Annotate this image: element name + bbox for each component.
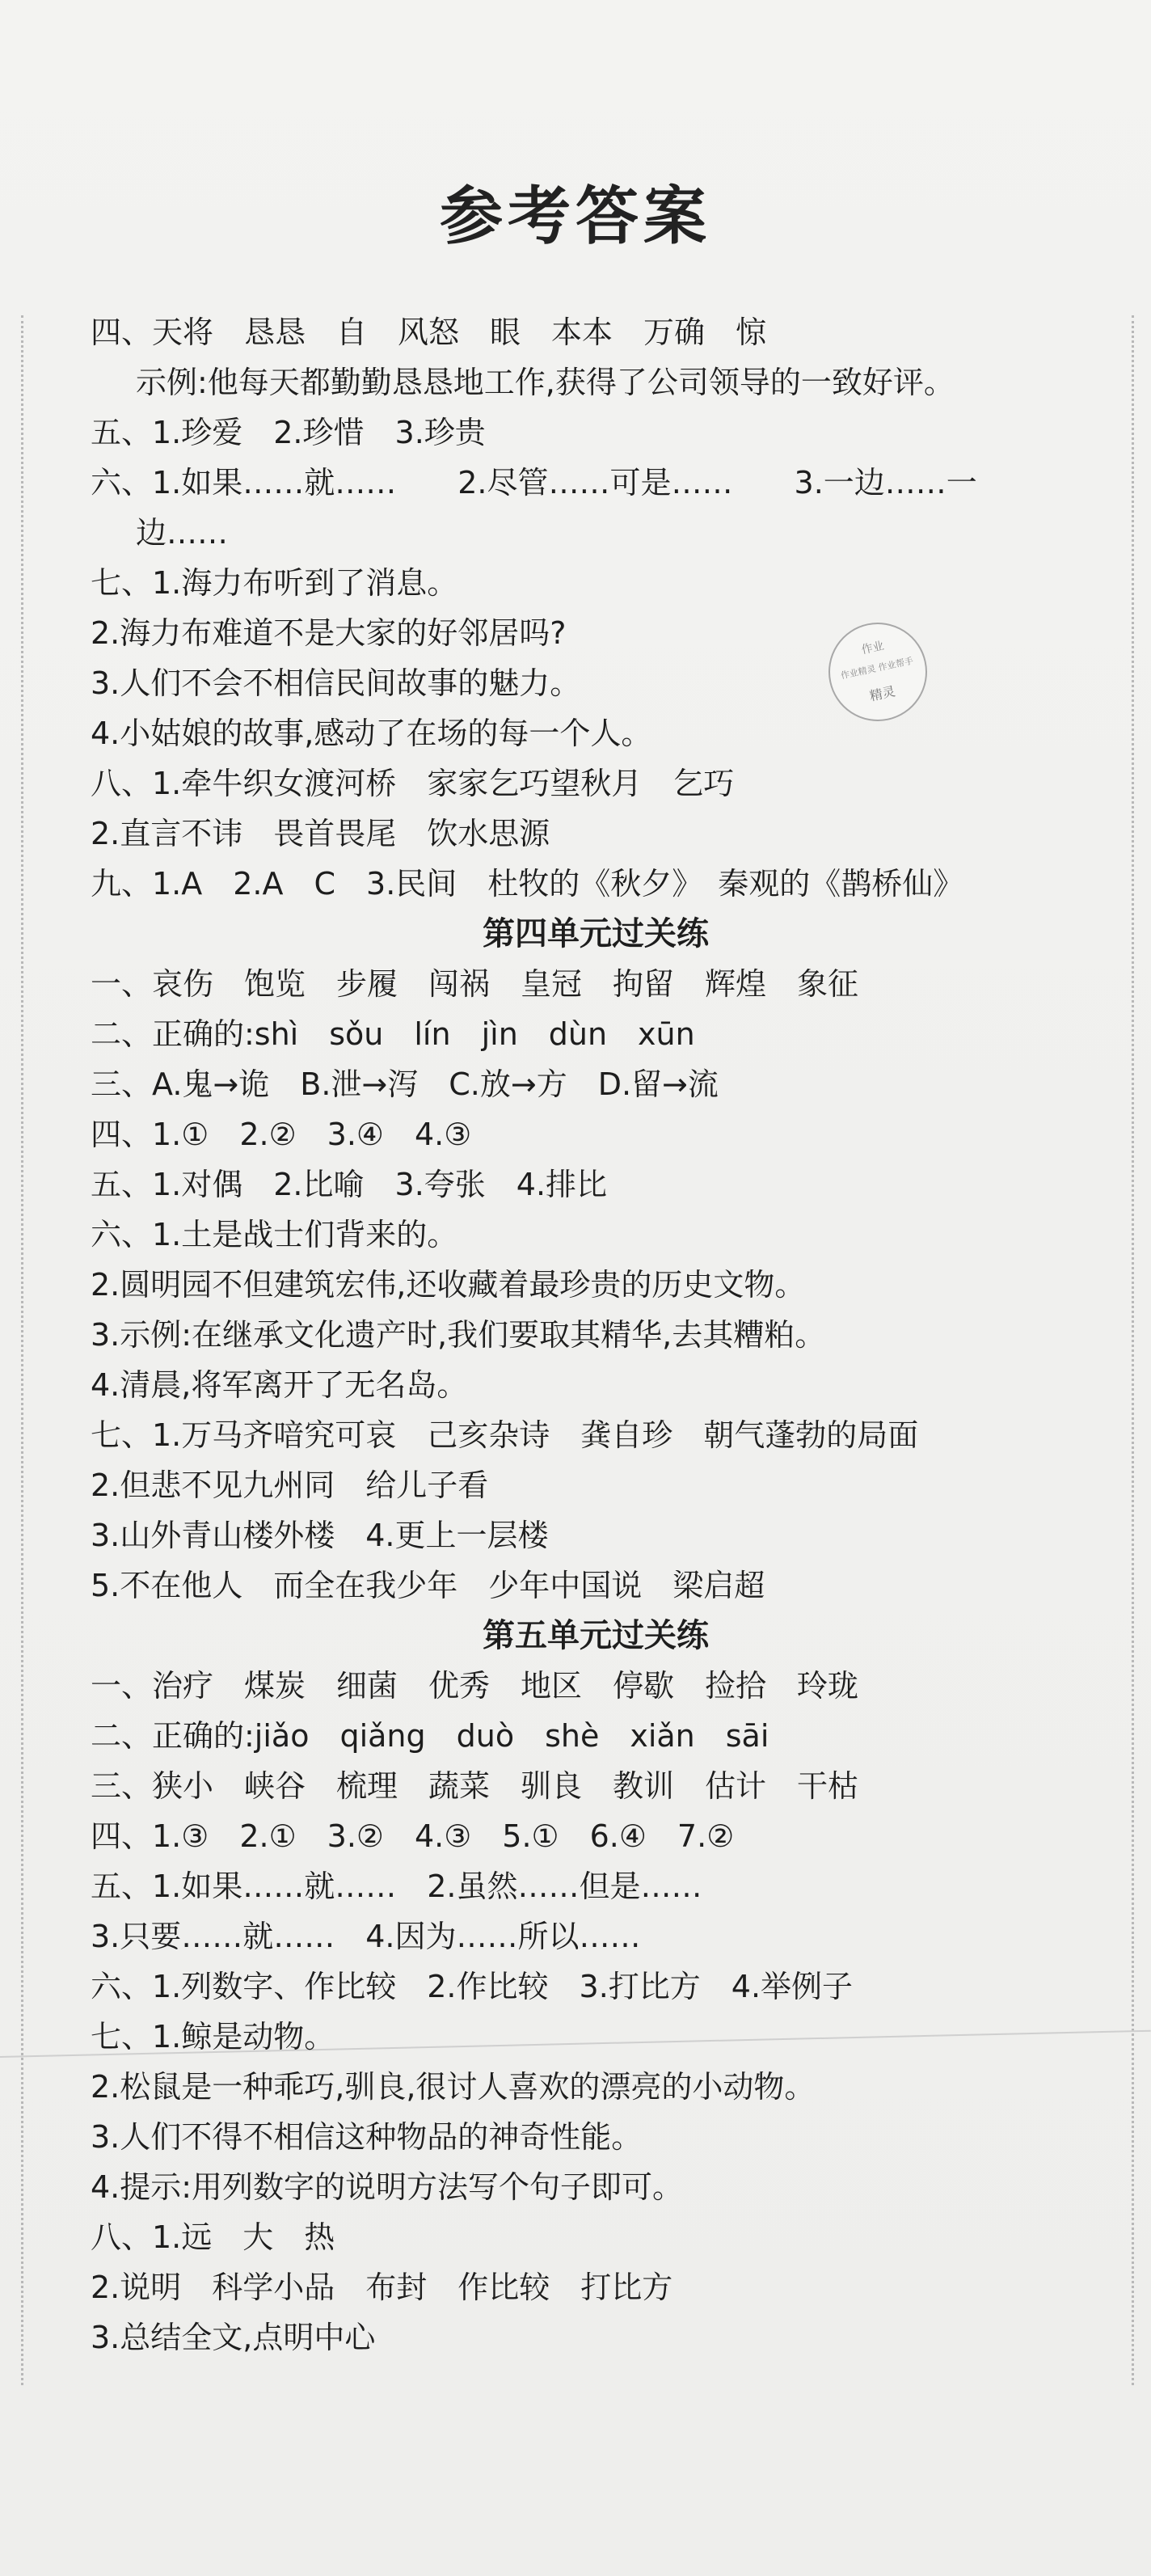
answer-line: 七、1.鲸是动物。 bbox=[91, 2019, 335, 2054]
answer-line: 4.清晨,将军离开了无名岛。 bbox=[91, 1367, 468, 1403]
answer-line: 四、1.③ 2.① 3.② 4.③ 5.① 6.④ 7.② bbox=[91, 1818, 735, 1854]
answer-line: 3.人们不得不相信这种物品的神奇性能。 bbox=[91, 2119, 643, 2155]
answer-list bbox=[91, 307, 1101, 2363]
answer-line: 3.总结全文,点明中心 bbox=[91, 2320, 376, 2355]
answer-line: 2.海力布难道不是大家的好邻居吗? bbox=[91, 615, 567, 651]
answer-line: 七、1.海力布听到了消息。 bbox=[91, 565, 458, 601]
answer-line: 2.但悲不见九州同 给儿子看 bbox=[91, 1467, 489, 1503]
answer-line: 四、天将 恳恳 自 风怒 眼 本本 万确 惊 bbox=[91, 315, 767, 350]
page-title: 参考答案 bbox=[439, 179, 711, 253]
stamp-text-bottom: 精灵 bbox=[868, 683, 897, 704]
answer-line: 2.说明 科学小品 布封 作比较 打比方 bbox=[91, 2270, 673, 2305]
answer-line: 五、1.珍爱 2.珍惜 3.珍贵 bbox=[91, 415, 486, 450]
answer-line: 4.提示:用列数字的说明方法写个句子即可。 bbox=[91, 2169, 684, 2205]
answer-line: 七、1.万马齐喑究可哀 己亥杂诗 龚自珍 朝气蓬勃的局面 bbox=[91, 1417, 919, 1453]
answer-line: 2.松鼠是一种乖巧,驯良,很讨人喜欢的漂亮的小动物。 bbox=[91, 2069, 816, 2105]
right-dotted-border bbox=[1132, 315, 1134, 2385]
answer-line: 3.只要……就…… 4.因为……所以…… bbox=[91, 1919, 641, 1954]
answer-line: 3.示例:在继承文化遗产时,我们要取其精华,去其糟粕。 bbox=[91, 1317, 826, 1353]
answer-line: 二、正确的:shì sǒu lín jìn dùn xūn bbox=[91, 1016, 695, 1052]
answer-line: 5.不在他人 而全在我少年 少年中国说 梁启超 bbox=[91, 1568, 765, 1603]
answer-line: 示例:他每天都勤勤恳恳地工作,获得了公司领导的一致好评。 bbox=[136, 365, 955, 400]
answer-line: 六、1.如果……就…… 2.尽管……可是…… 3.一边……一 bbox=[91, 465, 977, 500]
answer-line: 一、治疗 煤炭 细菌 优秀 地区 停歇 捡拾 玲珑 bbox=[91, 1668, 859, 1704]
answer-line: 三、狭小 峡谷 梳理 蔬菜 驯良 教训 估计 干枯 bbox=[91, 1768, 859, 1804]
answer-line: 一、哀伤 饱览 步履 闯祸 皇冠 拘留 辉煌 象征 bbox=[91, 966, 859, 1002]
answer-line: 2.直言不讳 畏首畏尾 饮水思源 bbox=[91, 816, 550, 851]
section-heading: 第四单元过关练 bbox=[483, 915, 709, 952]
answer-line: 九、1.A 2.A C 3.民间 杜牧的《秋夕》 秦观的《鹊桥仙》 bbox=[91, 866, 964, 902]
section-heading: 第五单元过关练 bbox=[483, 1617, 709, 1654]
answer-line: 八、1.牵牛织女渡河桥 家家乞巧望秋月 乞巧 bbox=[91, 766, 735, 801]
answer-line: 2.圆明园不但建筑宏伟,还收藏着最珍贵的历史文物。 bbox=[91, 1267, 806, 1303]
stamp-text-middle: 作业精灵 作业帮手 bbox=[839, 655, 915, 682]
left-dotted-border bbox=[21, 315, 23, 2385]
answer-line: 二、正确的:jiǎo qiǎng duò shè xiǎn sāi bbox=[91, 1718, 769, 1754]
answer-line: 六、1.列数字、作比较 2.作比较 3.打比方 4.举例子 bbox=[91, 1969, 854, 2004]
answer-line: 3.人们不会不相信民间故事的魅力。 bbox=[91, 665, 581, 701]
answer-line: 边…… bbox=[136, 515, 229, 551]
answer-line: 五、1.对偶 2.比喻 3.夸张 4.排比 bbox=[91, 1167, 608, 1202]
answer-line: 3.山外青山楼外楼 4.更上一层楼 bbox=[91, 1518, 549, 1553]
answer-line: 四、1.① 2.② 3.④ 4.③ bbox=[91, 1117, 472, 1152]
answer-line: 六、1.土是战士们背来的。 bbox=[91, 1217, 458, 1252]
answer-line: 三、A.鬼→诡 B.泄→泻 C.放→方 D.留→流 bbox=[91, 1066, 719, 1102]
answer-line: 五、1.如果……就…… 2.虽然……但是…… bbox=[91, 1869, 702, 1904]
answer-line: 八、1.远 大 热 bbox=[91, 2219, 335, 2255]
answer-line: 4.小姑娘的故事,感动了在场的每一个人。 bbox=[91, 716, 652, 751]
stamp-text-top: 作业 bbox=[860, 639, 886, 657]
